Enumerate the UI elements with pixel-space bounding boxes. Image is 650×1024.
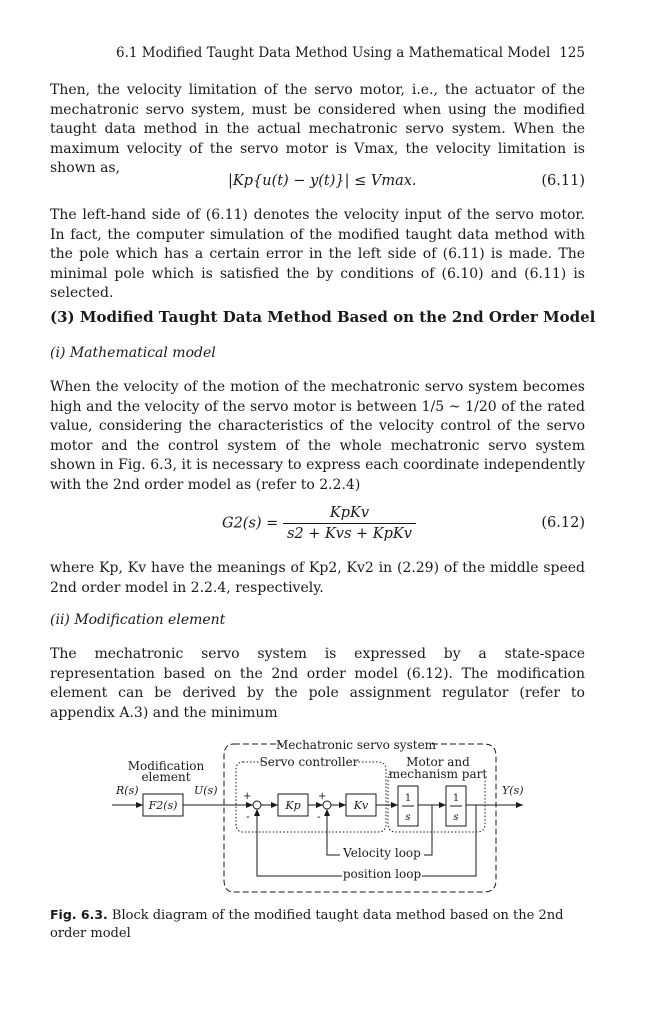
kp-block-label: Kp xyxy=(285,799,301,812)
sum2-minus-sign: - xyxy=(317,810,321,823)
modification-label-line-1: Modification xyxy=(127,759,205,773)
equation-6-12-number: (6.12) xyxy=(541,515,585,531)
equation-6-12-numerator: KpKv xyxy=(283,505,416,524)
servo-controller-boundary xyxy=(236,762,386,832)
summing-junction-position xyxy=(253,801,261,809)
summing-junction-velocity xyxy=(323,801,331,809)
equation-6-11-body: |Kp{u(t) − y(t)}| ≤ Vmax. xyxy=(228,173,417,189)
paragraph-3: When the velocity of the motion of the mechatronic servo system becomes high and the velocity of the servo motor is between 1/5 ~ 1/20 of the rated value, considering the characteristics of the velocity control of the servo motor and the control system of the whole mechatronic servo system shown in Fig. 6.3, it is necessary to express each coordinate independently with the 2nd order model as (refer to 2.2.4) xyxy=(50,379,585,493)
equation-6-12 xyxy=(50,505,585,545)
velocity-loop-label: Velocity loop xyxy=(343,846,421,860)
f2-block-label: F2(s) xyxy=(148,799,178,812)
equation-6-12-fraction xyxy=(283,505,416,542)
u-label: U(s) xyxy=(194,784,218,797)
integrator-1-numerator: 1 xyxy=(404,793,412,804)
paragraph-2: The left-hand side of (6.11) denotes the velocity input of the servo motor. In fact, the computer simulation of the modified taught data method with the pole which has a certain error in the left side of (6.11) is made. The minimal pole which is satisfied the by conditions of (6.10) and (6.11) is selected. xyxy=(50,207,585,302)
integrator-2-numerator: 1 xyxy=(452,793,460,804)
motor-label-line-1: Motor and xyxy=(406,755,470,769)
equation-6-12-body xyxy=(222,505,416,542)
servo-controller-label: Servo controller xyxy=(259,755,359,769)
mechatronic-label: Mechatronic servo system xyxy=(275,738,437,752)
page-number: 125 xyxy=(559,45,585,61)
sum1-plus-sign: + xyxy=(243,791,252,802)
kv-block-label: Kv xyxy=(353,799,369,812)
modification-label-line-2: element xyxy=(141,770,191,784)
section-heading: (3) Modified Taught Data Method Based on the 2nd Order Model xyxy=(50,308,596,326)
equation-6-12-denominator: s2 + Kvs + KpKv xyxy=(286,526,412,542)
motor-label-line-2: mechanism part xyxy=(388,767,488,781)
figure-caption-text: Block diagram of the modified taught data method based on the 2nd order model xyxy=(50,908,564,941)
header-title: 6.1 Modified Taught Data Method Using a Mathematical Model xyxy=(116,45,551,61)
sum1-minus-sign: - xyxy=(246,810,250,823)
subheading-mathematical-model: (i) Mathematical model xyxy=(50,345,216,361)
figure-caption xyxy=(50,906,585,943)
paragraph-4: where Kp, Kv have the meanings of Kp2, Kv2 in (2.29) of the middle speed 2nd order model in 2.2.4, respectively. xyxy=(50,560,585,596)
equation-6-12-lhs: G2(s) = xyxy=(222,515,279,532)
paragraph-1: Then, the velocity limitation of the servo motor, i.e., the actuator of the mechatronic servo system, must be considered when using the modified taught data method in the actual mechatronic servo system. When the maximum velocity of the servo motor is Vmax, the velocity limitation is shown as, xyxy=(50,82,585,177)
equation-6-11-number: (6.11) xyxy=(541,173,585,189)
block-diagram xyxy=(0,732,650,902)
input-label: R(s) xyxy=(116,784,139,797)
paragraph-5: The mechatronic servo system is expressed by a state-space representation based on the 2nd order model (6.12). The modification element can be derived by the pole assignment regulator (refer to appendix A.3) and the minimum xyxy=(50,646,585,721)
position-loop-label: position loop xyxy=(342,867,422,881)
integrator-2-denominator: s xyxy=(453,812,459,823)
output-label: Y(s) xyxy=(502,784,524,797)
figure-caption-label: Fig. 6.3. xyxy=(50,907,108,922)
sum2-plus-sign: + xyxy=(318,791,327,802)
subheading-modification-element: (ii) Modification element xyxy=(50,612,226,628)
integrator-1-denominator: s xyxy=(405,812,411,823)
